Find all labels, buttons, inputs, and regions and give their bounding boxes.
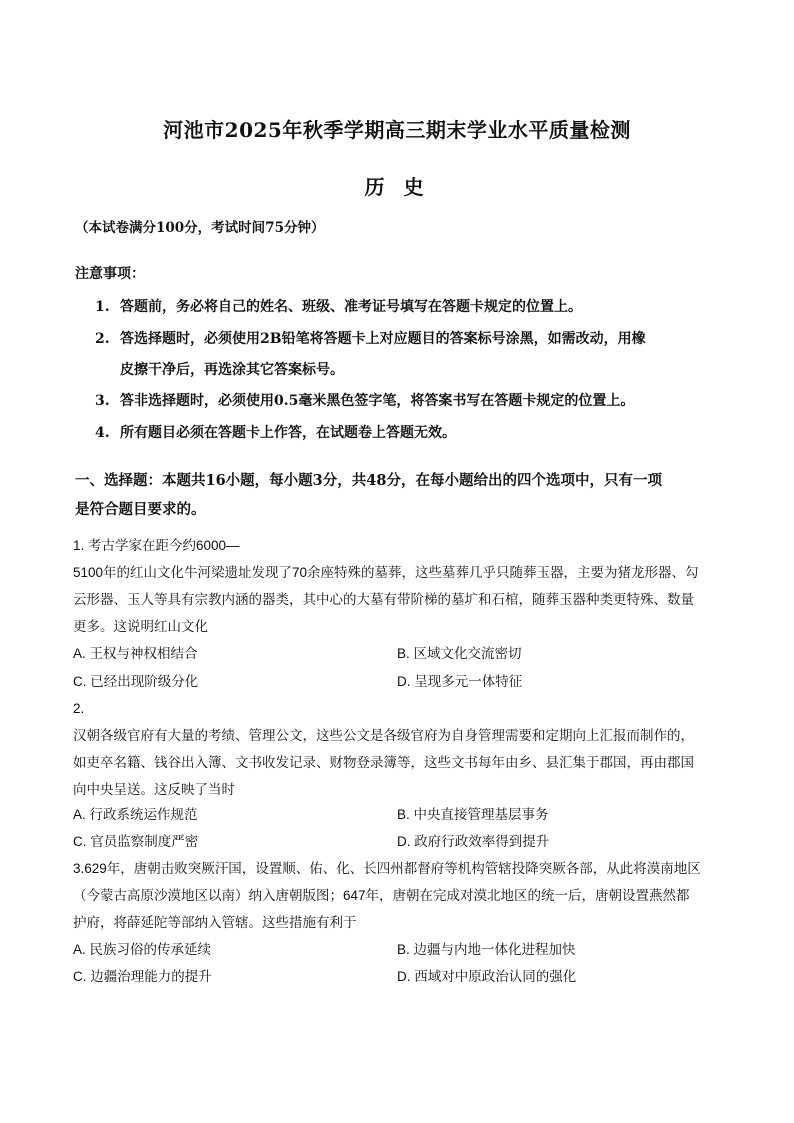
question-line: 1. 考古学家在距今约6000— <box>73 538 240 553</box>
question-1-option-b: B. 区域文化交流密切 <box>397 646 522 661</box>
question-3-option-a: A. 民族习俗的传承延续 <box>73 942 212 957</box>
question-2-option-d: D. 政府行政效率得到提升 <box>397 834 550 849</box>
question-line: 向中央呈送。这反映了当时 <box>73 782 235 797</box>
note-text: 所有题目必须在答题卡上作答，在试题卷上答题无效。 <box>120 425 456 441</box>
question-line: 更多。这说明红山文化 <box>73 619 208 634</box>
question-line: 5100年的红山文化牛河梁遗址发现了70余座特殊的墓葬，这些墓葬几乎只随葬玉器，主要为猪龙形器、勾 <box>73 565 699 580</box>
question-line: 汉朝各级官府有大量的考绩、管理公文，这些公文是各级官府为自身管理需要和定期向上汇报而制作的， <box>73 728 694 743</box>
note-item <box>95 386 725 417</box>
question-2-option-b: B. 中央直接管理基层事务 <box>397 807 549 822</box>
question-2-option-c: C. 官员监察制度严密 <box>73 834 199 849</box>
question-3-option-c: C. 边疆治理能力的提升 <box>73 969 212 984</box>
note-number: 2. <box>95 331 110 347</box>
question-3-stem <box>73 855 723 936</box>
note-number: 1. <box>95 299 110 315</box>
section-heading-line: 是符合题目要求的。 <box>75 501 206 518</box>
note-text: 答非选择题时，必须使用0.5毫米黑色签字笔，将答案书写在答题卡规定的位置上。 <box>120 393 635 409</box>
question-line: 云形器、玉人等具有宗教内涵的器类，其中心的大墓有带阶梯的墓圹和石棺，随葬玉器种类更特殊、数量 <box>73 592 694 607</box>
question-1-stem <box>73 532 723 640</box>
note-text-continuation: 皮擦干净后，再选涂其它答案标号。 <box>120 362 344 378</box>
question-3-option-b: B. 边疆与内地一体化进程加快 <box>397 942 576 957</box>
question-line: 3.629年，唐朝击败突厥汗国，设置顺、佑、化、长四州都督府等机构管辖投降突厥各部，从此将漠南地区 <box>73 861 701 876</box>
note-item <box>95 292 725 323</box>
note-text: 答选择题时，必须使用2B铅笔将答题卡上对应题目的答案标号涂黑，如需改动，用橡 <box>120 331 646 347</box>
exam-title: 河池市2025年秋季学期高三期末学业水平质量检测 <box>163 118 631 142</box>
question-line: 护府，将薛延陀等部纳入管辖。这些措施有利于 <box>73 915 357 930</box>
question-1-option-a: A. 王权与神权相结合 <box>73 646 198 661</box>
question-line: 2. <box>73 701 85 716</box>
section-heading <box>75 466 725 524</box>
section-heading-line: 一、选择题：本题共16小题，每小题3分，共48分，在每小题给出的四个选项中，只有一项 <box>75 472 662 489</box>
notes-heading: 注意事项： <box>75 266 145 282</box>
note-item <box>95 324 725 386</box>
question-1-option-d: D. 呈现多元一体特征 <box>397 674 523 689</box>
note-number: 3. <box>95 393 110 409</box>
question-2-stem <box>73 695 723 803</box>
question-3-option-d: D. 西域对中原政治认同的强化 <box>397 969 577 984</box>
question-2-option-a: A. 行政系统运作规范 <box>73 807 198 822</box>
question-1-option-c: C. 已经出现阶级分化 <box>73 674 199 689</box>
note-item <box>95 418 725 449</box>
subject-title: 历 史 <box>364 175 430 199</box>
note-number: 4. <box>95 425 110 441</box>
note-text: 答题前，务必将自己的姓名、班级、准考证号填写在答题卡规定的位置上。 <box>120 299 582 315</box>
question-line: 如吏卒名籍、钱谷出入簿、文书收发记录、财物登录簿等，这些文书每年由乡、县汇集于郡国，再由郡国 <box>73 755 694 770</box>
question-line: （今蒙古高原沙漠地区以南）纳入唐朝版图；647年，唐朝在完成对漠北地区的统一后，唐朝设置燕然都 <box>73 888 690 903</box>
exam-info: （本试卷满分100分，考试时间75分钟） <box>75 220 325 236</box>
